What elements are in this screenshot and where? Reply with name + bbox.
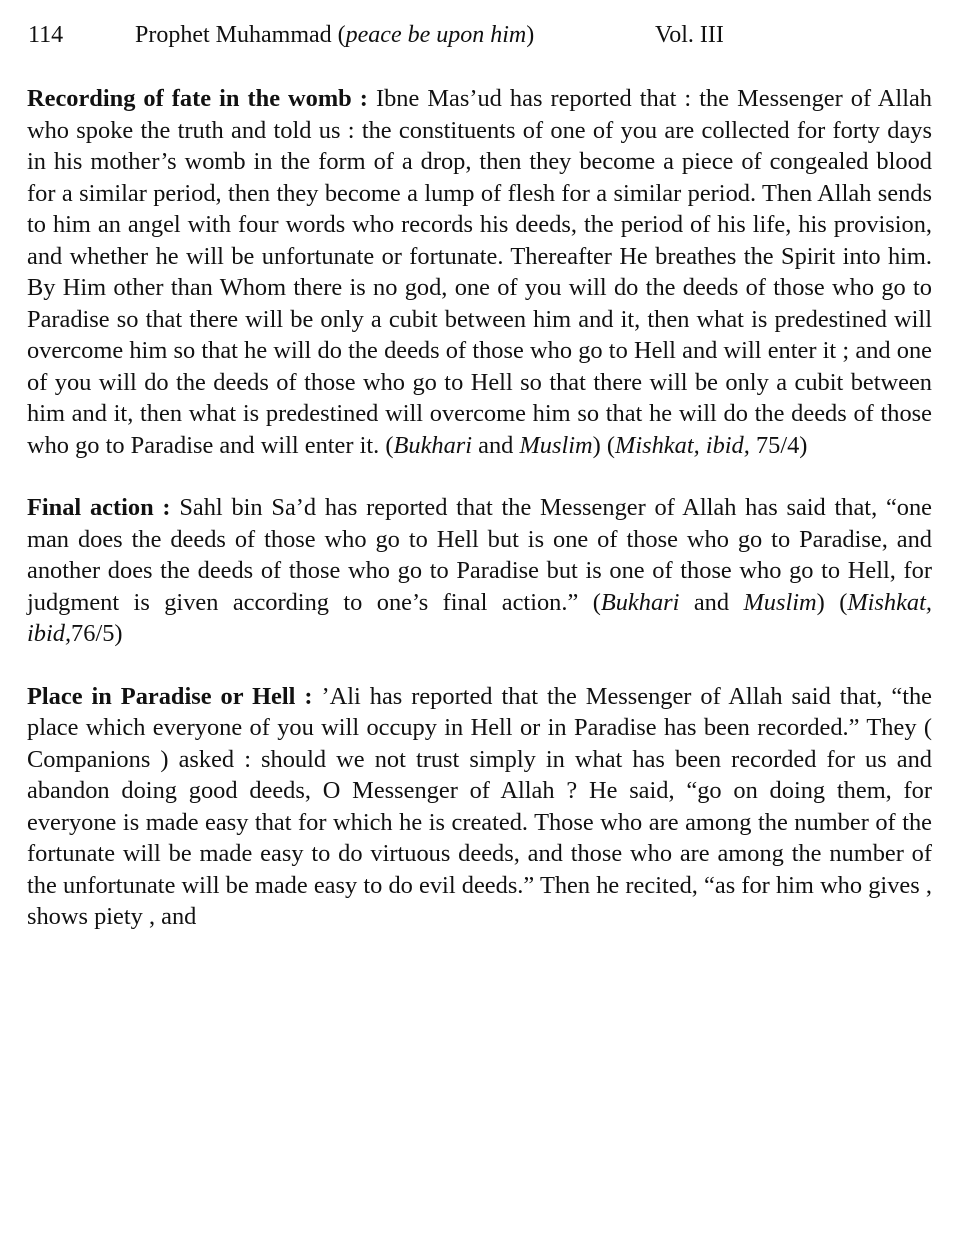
citation-conjunction: and: [472, 431, 520, 459]
section-body: Sahl bin Sa’d has reported that the Messenger of Allah has said that, “one man does the deeds of those who go to Hell but is one of those who go to Paradise, and another does the deeds of those who go to Paradise but is one of those who go to Hell, for judgment is given according to one’s final action.” (: [27, 494, 932, 616]
citation-reference: Mishkat, ibid,: [615, 431, 750, 459]
citation-number: 75/4): [749, 431, 808, 459]
section-place-in-paradise-or-hell: [27, 681, 932, 933]
section-heading: Place in Paradise or Hell :: [27, 682, 313, 710]
section-final-action: [27, 492, 932, 650]
volume-label: Vol. III: [655, 22, 724, 48]
running-header: [28, 18, 932, 52]
citation-source: Muslim: [519, 431, 593, 459]
section-heading: Recording of fate in the womb :: [27, 85, 368, 112]
citation-reference: Mishkat, ibid,: [27, 588, 932, 647]
section-recording-of-fate: [27, 83, 932, 461]
citation-separator: ) (: [592, 431, 616, 459]
book-title: [135, 18, 534, 52]
citation-source: Bukhari: [393, 431, 473, 459]
citation-source: Muslim: [743, 588, 817, 616]
section-body: Ibne Mas’ud has reported that : the Messenger of Allah who spoke the truth and told us : the constituents of one of you are collected for forty days in his mother’s womb in the form of a drop, then they become a piece of congealed blood for a similar period, then they become a lump of flesh for a similar period. Then Allah sends to him an angel with four words who records his deeds, the period of his life, his provision, and whether he will be unfortunate or fortunate. Thereafter He breathes the Spirit into him. By Him other than Whom there is no god, one of you will do the deeds of those who go to Paradise so that there will be only a cubit between him and it, then what is predestined will overcome him so that he will do the deeds of those who go to Hell and will enter it ; and one of you will do the deeds of those who go to Hell so that there will be only a cubit between him and it, then what is predestined will overcome him so that he will do the deeds of those who go to Paradise and will enter it. (: [27, 85, 932, 459]
citation-conjunction: and: [679, 588, 744, 616]
citation-separator: ) (: [816, 588, 848, 616]
book-title-text: Prophet Muhammad (: [135, 22, 346, 48]
citation-number: 76/5): [71, 620, 123, 647]
book-title-honorific: peace be upon him: [345, 22, 527, 48]
book-title-close: ): [526, 22, 535, 48]
citation-source: Bukhari: [600, 588, 680, 616]
page-number: 114: [28, 22, 64, 48]
section-heading: Final action :: [27, 494, 171, 521]
section-body: ’Ali has reported that the Messenger of Allah said that, “the place which everyone of you will occupy in Hell or in Paradise has been recorded.” They ( Companions ) asked : should we not trust simply in what has been recorded for us and abandon doing good deeds, O Messenger of Allah ? He said, “go on doing them, for everyone is made easy that for which he is created. Those who are among the number of the fortunate will be made easy to do virtuous deeds, and those who are among the number of the unfortunate will be made easy to do evil deeds.” Then he recited, “as for him who gives , shows piety , and: [27, 682, 932, 930]
body-text: [27, 83, 932, 964]
